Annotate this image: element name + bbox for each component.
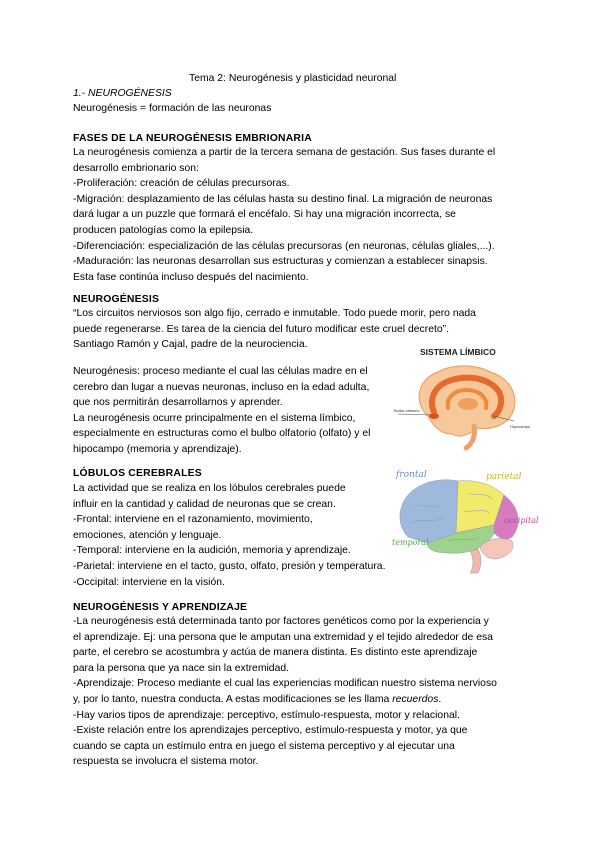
limbic-system-figure xyxy=(390,342,540,452)
neurogenesis-definition: Neurogénesis = formación de las neuronas xyxy=(73,103,272,114)
aprendizaje-body xyxy=(73,614,497,770)
quote-line: puede regenerarse. Es tarea de la ciencia del futuro modificar este cruel decreto”. xyxy=(73,323,450,335)
fases-body xyxy=(73,145,495,285)
section-1-heading: 1.- NEUROGÉNESIS xyxy=(73,88,172,99)
neurogenesis-line: Neurogénesis: proceso mediante el cual las células madre en el xyxy=(73,366,368,377)
thalamus xyxy=(458,398,478,410)
neurogenesis-body xyxy=(73,364,370,458)
aprendizaje-text: . xyxy=(438,693,442,705)
aprendizaje-line: cuando se capta un estímulo entra en juego el sistema perceptivo y al ejecutar una xyxy=(73,740,455,752)
fases-line: producen patologías como la epilepsia. xyxy=(73,224,254,236)
lobulos-heading: LÓBULOS CEREBRALES xyxy=(73,468,202,479)
brain-lobes-figure xyxy=(388,467,546,579)
label-parietal: parietal xyxy=(486,472,522,482)
aprendizaje-line: para la persona que ya nace sin la extremidad. xyxy=(73,662,290,674)
label-occipital: occipital xyxy=(504,516,539,525)
document-title: Tema 2: Neurogénesis y plasticidad neuronal xyxy=(189,73,397,84)
limbic-figure-title: SISTEMA LÍMBICO xyxy=(420,347,496,357)
lobulos-line: emociones, atención y lenguaje. xyxy=(73,529,222,541)
lobulos-line: -Occipital: interviene en la visión. xyxy=(73,576,225,588)
aprendizaje-line: -Aprendizaje: Proceso mediante el cual las experiencias modifican nuestro sistema nervioso xyxy=(73,678,497,690)
neurogenesis-line: La neurogénesis ocurre principalmente en el sistema límbico, xyxy=(73,412,356,424)
lobulos-line: influir en la cantidad y calidad de neuronas que se crean. xyxy=(73,498,336,510)
fases-line: -Diferenciación: especialización de las células precursoras (en neuronas, células gliales,...). xyxy=(73,240,495,252)
lobulos-line: -Parietal: interviene en el tacto, gusto, olfato, presión y temperatura. xyxy=(73,560,386,572)
frontal-lobe xyxy=(400,480,458,543)
quote-line: “Los circuitos nerviosos son algo fijo, cerrado e inmutable. Todo puede morir, pero nada xyxy=(73,308,476,319)
fases-line: dará lugar a un puzzle que formará el encéfalo. Si hay una migración incorrecta, se xyxy=(73,209,456,221)
neurogenesis-line: cerebro dan lugar a nuevas neuronas, incluso en la edad adulta, xyxy=(73,381,370,393)
fases-line: -Migración: desplazamiento de las células hasta su destino final. La migración de neuronas xyxy=(73,193,493,205)
olfactory-bulb xyxy=(429,413,439,419)
lobulos-line: -Frontal: interviene en el razonamiento, movimiento, xyxy=(73,514,313,526)
fases-line: -Proliferación: creación de células precursoras. xyxy=(73,178,290,190)
brain-stem-lobes xyxy=(470,549,481,573)
label-hippocampus: Hipocampo xyxy=(510,424,531,429)
label-temporal: temporal xyxy=(392,538,429,547)
aprendizaje-heading: NEUROGÉNESIS Y APRENDIZAJE xyxy=(73,602,248,613)
aprendizaje-line: -Existe relación entre los aprendizajes perceptivo, estímulo-respuesta y motor, ya que xyxy=(73,725,468,737)
lobulos-body xyxy=(73,481,385,590)
neurogenesis-line: que nos permitirán desarrollarnos y aprender. xyxy=(73,397,283,409)
lobulos-line: -Temporal: interviene en la audición, memoria y aprendizaje. xyxy=(73,545,351,557)
aprendizaje-text: y, por lo tanto, nuestra conducta. A estas modificaciones se les llama xyxy=(73,693,393,705)
fases-heading: FASES DE LA NEUROGÉNESIS EMBRIONARIA xyxy=(73,133,312,144)
fases-line: La neurogénesis comienza a partir de la tercera semana de gestación. Sus fases durante el xyxy=(73,147,496,158)
aprendizaje-line: el aprendizaje. Ej: una persona que le amputan una extremidad y el tejido alrededor de esa xyxy=(73,631,493,643)
label-line-left xyxy=(398,414,430,415)
lobulos-line: La actividad que se realiza en los lóbulos cerebrales puede xyxy=(73,483,346,494)
aprendizaje-line: parte, el cerebro se acostumbra y actúa de manera distinta. Es distinto este aprendizaje xyxy=(73,647,478,659)
fases-line: -Maduración: las neuronas desarrollan sus estructuras y comienzan a establecer sinapsis. xyxy=(73,256,488,268)
aprendizaje-line xyxy=(73,692,497,708)
aprendizaje-line: -Hay varios tipos de aprendizaje: perceptivo, estímulo-respuesta, motor y relacional. xyxy=(73,709,460,721)
label-olfactory: Bulbo olfatorio xyxy=(394,408,420,413)
recuerdos-term: recuerdos xyxy=(392,693,439,705)
aprendizaje-line: respuesta se involucra el sistema motor. xyxy=(73,756,259,768)
label-frontal: frontal xyxy=(396,470,427,480)
fases-line: desarrollo embrionario son: xyxy=(73,162,199,174)
aprendizaje-line: -La neurogénesis está determinada tanto por factores genéticos como por la experiencia y xyxy=(73,616,489,627)
quote-line: Santiago Ramón y Cajal, padre de la neurociencia. xyxy=(73,339,308,351)
neurogenesis-heading: NEUROGÉNESIS xyxy=(73,294,160,305)
neurogenesis-line: especialmente en estructuras como el bulbo olfatorio (olfato) y el xyxy=(73,428,371,440)
neurogenesis-line: hipocampo (memoria y aprendizaje). xyxy=(73,443,242,455)
fases-line: Esta fase continúa incluso después del nacimiento. xyxy=(73,271,309,283)
